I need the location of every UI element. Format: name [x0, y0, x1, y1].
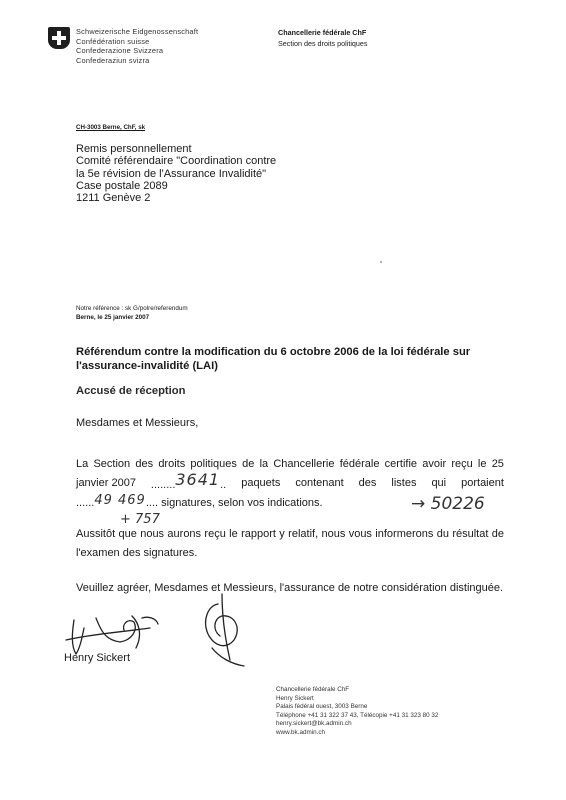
- footer-contact: [276, 686, 438, 737]
- department-title: Chancellerie fédérale ChF: [278, 28, 367, 37]
- footer-line: www.bk.admin.ch: [276, 728, 325, 736]
- word: fédérale: [339, 458, 380, 470]
- signature-stroke: [222, 594, 230, 660]
- confederation-name-rm: Confederaziun svizra: [76, 55, 150, 65]
- word: listes: [391, 476, 417, 489]
- receipt-line-3-text: signatures, selon vos indications.: [161, 497, 323, 509]
- our-reference: Notre référence : sk G/polre/referendum: [76, 305, 188, 312]
- word: avoir: [422, 458, 447, 470]
- recipient-line: Remis personnellement: [76, 143, 192, 155]
- receipt-line-1: [76, 455, 504, 474]
- word: politiques: [190, 458, 237, 470]
- recipient-line: Case postale 2089: [76, 179, 168, 192]
- word: la: [259, 458, 269, 470]
- recipient-line: la 5e révision de l'Assurance Invalidité": [76, 167, 267, 180]
- references: [76, 304, 188, 322]
- footer-line: Palais fédéral ouest, 3003 Berne: [276, 703, 368, 710]
- recipient-line: 1211 Genève 2: [76, 192, 151, 205]
- confederation-name-de: Schweizerische Eidgenossenschaft: [76, 27, 199, 36]
- word: qui: [431, 476, 447, 489]
- word: Section: [93, 458, 131, 470]
- signature-stroke: [142, 617, 158, 624]
- acknowledgement-title: Accusé de réception: [76, 385, 186, 397]
- word: portaient: [461, 476, 504, 489]
- receipt-line-2: [76, 469, 504, 495]
- footer-line: Chancellerie fédérale ChF: [276, 686, 350, 693]
- salutation: Mesdames et Messieurs,: [76, 417, 199, 429]
- word: des: [358, 476, 377, 489]
- footer-line: Henry Sickert: [276, 694, 314, 702]
- signature-count-fill: ......49 469....: [76, 493, 159, 509]
- confederation-name-it: Confederazione Svizzera: [76, 46, 164, 56]
- swiss-coat-of-arms-icon: [48, 27, 70, 49]
- place-date: Berne, le 25 janvier 2007: [76, 314, 150, 321]
- sender-line: CH-3003 Berne, ChF, sk: [76, 124, 146, 131]
- scan-speck: [380, 261, 382, 263]
- word: des: [135, 458, 154, 470]
- word: de: [242, 458, 255, 470]
- package-count-fill: ........3641..: [150, 469, 227, 491]
- word: Chancellerie: [273, 458, 335, 470]
- confederation-name-fr: Confédération suisse: [76, 36, 150, 46]
- handwritten-extra-count: + 757: [120, 512, 160, 527]
- confederation-names: [76, 27, 198, 65]
- handwritten-total: → 50226: [411, 494, 485, 514]
- word: contenant: [295, 476, 344, 489]
- paragraph-closing: Veuillez agréer, Mesdames et Messieurs, l'assurance de notre considération distinguée.: [76, 582, 504, 594]
- word: paquets: [241, 476, 281, 489]
- signature-stroke: [206, 604, 238, 646]
- footer-line: henry.sickert@bk.admin.ch: [276, 720, 352, 727]
- letter-subject: Référendum contre la modification du 6 octobre 2006 de la loi fédérale sur l'assurance-invalidité (LAI): [76, 346, 471, 372]
- department-header: [278, 27, 368, 49]
- signer-name: Henry Sickert: [64, 652, 131, 664]
- recipient-line: Comité référendaire "Coordination contre: [76, 155, 277, 168]
- word: 25: [491, 458, 504, 470]
- date-fragment: janvier 2007: [76, 476, 136, 489]
- handwritten-package-count: 3641: [175, 469, 221, 489]
- word: le: [477, 458, 487, 470]
- footer-line: Téléphone +41 31 322 37 43, Télécopie +41 31 323 80 32: [276, 711, 439, 719]
- recipient-address: [76, 143, 276, 204]
- word: certifie: [384, 458, 418, 470]
- paragraph-followup: Aussitôt que nous aurons reçu le rapport y relatif, nous vous informerons du résultat de l'examen des signatures.: [76, 528, 504, 559]
- department-section: Section des droits politiques: [278, 39, 368, 48]
- handwritten-signature-count: 49 469: [94, 493, 146, 508]
- word: reçu: [451, 458, 473, 470]
- word: La: [76, 458, 89, 470]
- word: droits: [158, 458, 186, 470]
